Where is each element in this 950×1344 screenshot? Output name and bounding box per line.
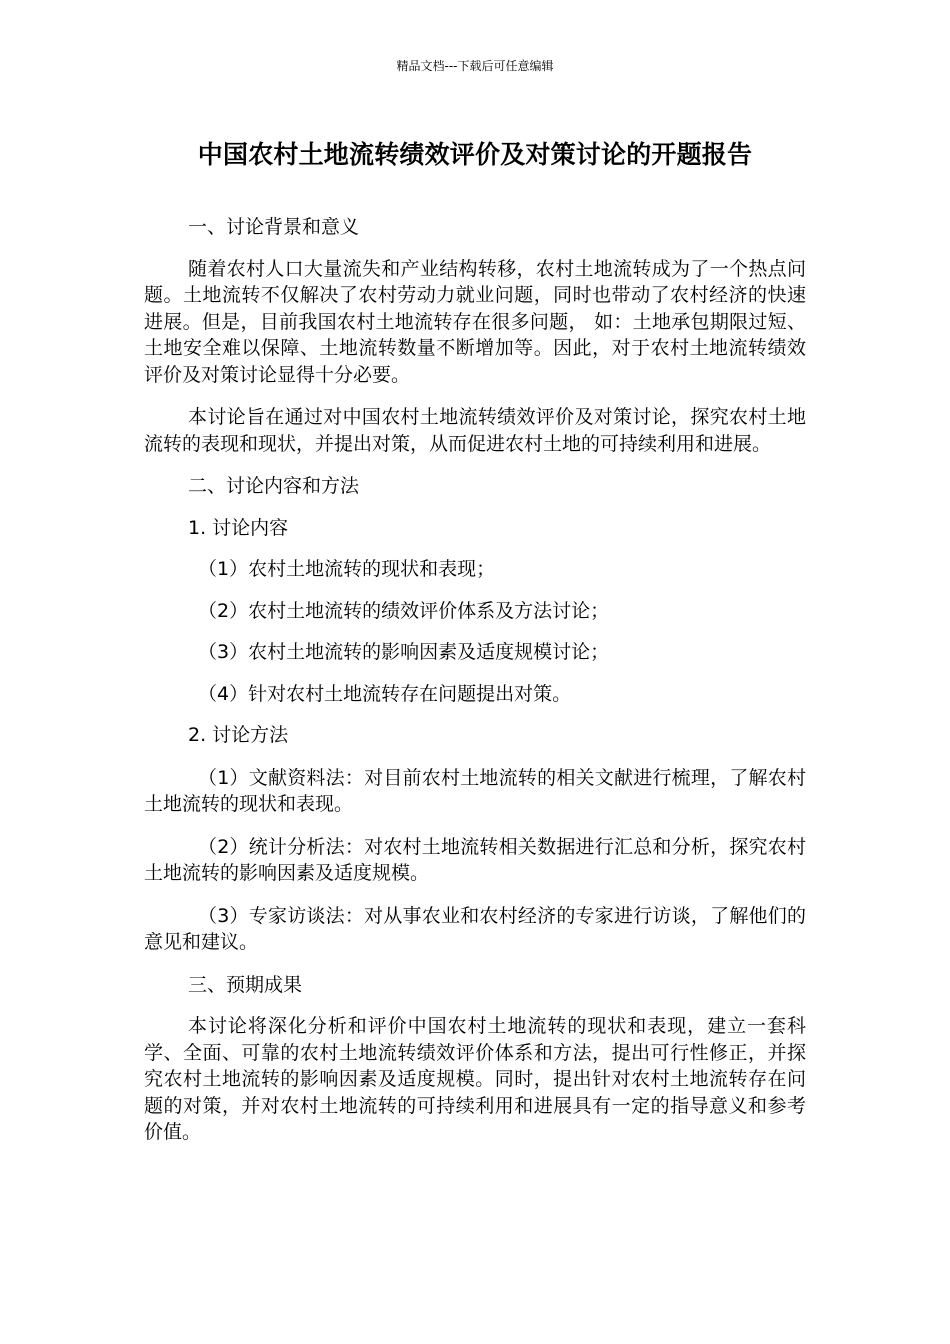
method-item-1: （1）文献资料法：对目前农村土地流转的相关文献进行梳理，了解农村土地流转的现状和表现。 <box>144 766 806 815</box>
content-item-1: （1）农村土地流转的现状和表现； <box>198 558 496 580</box>
background-paragraph-1: 随着农村人口大量流失和产业结构转移，农村土地流转成为了一个热点问题。土地流转不仅解决了农村劳动力就业问题，同时也带动了农村经济的快速进展。但是，目前我国农村土地流转存在很多问题， 如：土地承包期限过短、土地安全难以保障、土地流转数量不断增加等。因此，对于农村土地流转绩效评价及对策讨论显得十分必要。 <box>144 257 806 386</box>
document-body <box>144 214 806 1146</box>
content-item-3: （3）农村土地流转的影响因素及适度规模讨论； <box>198 641 610 663</box>
background-paragraph-2: 本讨论旨在通过对中国农村土地流转绩效评价及对策讨论，探究农村土地流转的表现和现状，并提出对策，从而促进农村土地的可持续利用和进展。 <box>144 406 806 455</box>
subheading-research-method: 2. 讨论方法 <box>188 724 289 746</box>
section-heading-results: 三、预期成果 <box>188 973 303 996</box>
content-item-4: （4）针对农村土地流转存在问题提出对策。 <box>198 682 572 705</box>
method-item-2: （2）统计分析法：对农村土地流转相关数据进行汇总和分析，探究农村土地流转的影响因素及适度规模。 <box>144 835 806 884</box>
document-title: 中国农村土地流转绩效评价及对策讨论的开题报告 <box>197 140 753 169</box>
page-header: 精品文档---下载后可任意编辑 <box>396 59 554 73</box>
content-item-2: （2）农村土地流转的绩效评价体系及方法讨论； <box>198 599 610 622</box>
section-heading-background: 一、讨论背景和意义 <box>188 216 360 238</box>
method-item-3: （3）专家访谈法：对从事农业和农村经济的专家进行访谈，了解他们的意见和建议。 <box>144 904 806 953</box>
subheading-research-content: 1. 讨论内容 <box>188 516 289 539</box>
results-paragraph: 本讨论将深化分析和评价中国农村土地流转的现状和表现，建立一套科学、全面、可靠的农村土地流转绩效评价体系和方法，提出可行性修正，并探究农村土地流转的影响因素及适度规模。同时，提出针对农村土地流转存在问题的对策，并对农村土地流转的可持续利用和进展具有一定的指导意义和参考价值。 <box>144 1015 806 1143</box>
section-heading-content-method: 二、讨论内容和方法 <box>188 475 360 497</box>
